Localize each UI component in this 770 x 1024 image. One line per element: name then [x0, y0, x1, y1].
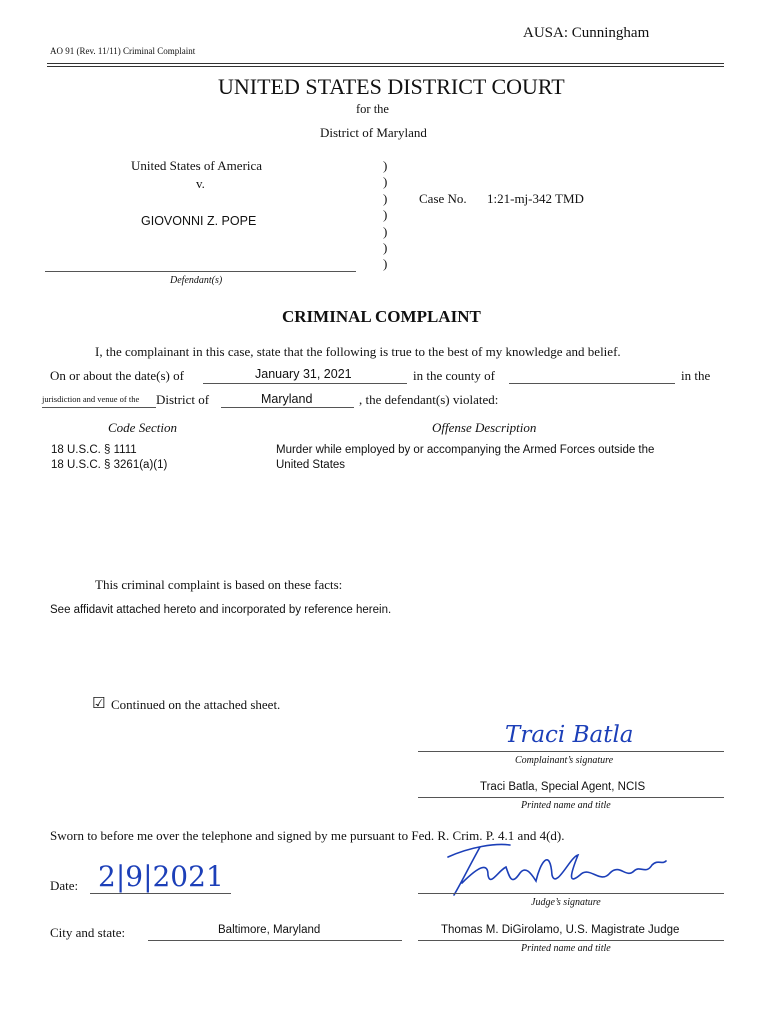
offense-date: January 31, 2021 — [255, 367, 352, 381]
facts-text: See affidavit attached hereto and incorporated by reference herein. — [50, 604, 392, 616]
code-section-header: Code Section — [108, 420, 177, 435]
offense-line-1: Murder while employed by or accompanying the Armed Forces outside the — [276, 444, 655, 456]
in-county-label: in the county of — [413, 368, 495, 383]
for-the: for the — [356, 102, 389, 116]
complainant-name: Traci Batla, Special Agent, NCIS — [480, 781, 646, 793]
district-line — [221, 407, 354, 408]
printed-name-label-2: Printed name and title — [521, 943, 611, 954]
sworn-statement: Sworn to before me over the telephone and signed by me pursuant to Fed. R. Crim. P. 4.1 and 4(d). — [50, 828, 565, 843]
defendant-name: GIOVONNI Z. POPE — [141, 214, 257, 228]
judge-sig-label: Judge’s signature — [531, 897, 601, 908]
court-name: UNITED STATES DISTRICT COURT — [218, 74, 565, 99]
judge-name: Thomas M. DiGirolamo, U.S. Magistrate Judge — [441, 924, 680, 936]
city-line — [148, 940, 402, 941]
city-state-label: City and state: — [50, 925, 126, 940]
district-value: Maryland — [261, 392, 313, 406]
judge-sig-line — [418, 893, 724, 894]
jurisdiction-label: jurisdiction and venue of the — [42, 394, 140, 404]
district-of-label: District of — [156, 392, 210, 407]
in-the-label: in the — [681, 368, 711, 383]
continued-label: Continued on the attached sheet. — [111, 697, 281, 712]
form-id: AO 91 (Rev. 11/11) Criminal Complaint — [50, 46, 196, 56]
continued-checkbox[interactable]: ☑ — [92, 694, 106, 712]
facts-intro: This criminal complaint is based on these facts: — [95, 577, 343, 592]
complainant-sig-label: Complainant’s signature — [515, 755, 614, 766]
jurisdiction-line — [42, 407, 156, 408]
county-line — [509, 383, 675, 384]
on-or-about-label: On or about the date(s) of — [50, 368, 184, 383]
header-rule-2 — [47, 66, 724, 67]
case-no: 1:21-mj-342 TMD — [487, 191, 584, 206]
defendant-line — [45, 271, 356, 272]
defendant-label: Defendant(s) — [170, 275, 223, 286]
date-line — [203, 383, 407, 384]
violated-label: , the defendant(s) violated: — [359, 392, 499, 407]
complainant-sig-line — [418, 751, 724, 752]
case-no-label: Case No. — [419, 191, 467, 206]
date-sign-line — [90, 893, 231, 894]
code-section-2: 18 U.S.C. § 3261(a)(1) — [51, 459, 168, 471]
city-state-value: Baltimore, Maryland — [218, 924, 321, 936]
handwritten-date: 2|9|2021 — [98, 860, 224, 893]
caption-parens: ) ) ) ) ) ) ) — [383, 158, 388, 272]
versus: v. — [196, 176, 205, 191]
plaintiff: United States of America — [131, 158, 263, 173]
complaint-title: CRIMINAL COMPLAINT — [282, 307, 481, 326]
date-label: Date: — [50, 878, 79, 893]
header-rule — [47, 63, 724, 64]
code-section-1: 18 U.S.C. § 1111 — [51, 444, 137, 456]
complainant-signature: Traci Batla — [505, 722, 634, 748]
court-district: District of Maryland — [320, 125, 427, 140]
complainant-name-line — [418, 797, 724, 798]
ausa-label: AUSA: Cunningham — [523, 25, 650, 41]
offense-description-header: Offense Description — [432, 420, 537, 435]
judge-signature — [440, 835, 670, 900]
complaint-intro: I, the complainant in this case, state that the following is true to the best of my knowledge and belief. — [95, 344, 621, 359]
judge-name-line — [418, 940, 724, 941]
offense-line-2: United States — [276, 459, 346, 471]
printed-name-label: Printed name and title — [521, 800, 611, 811]
